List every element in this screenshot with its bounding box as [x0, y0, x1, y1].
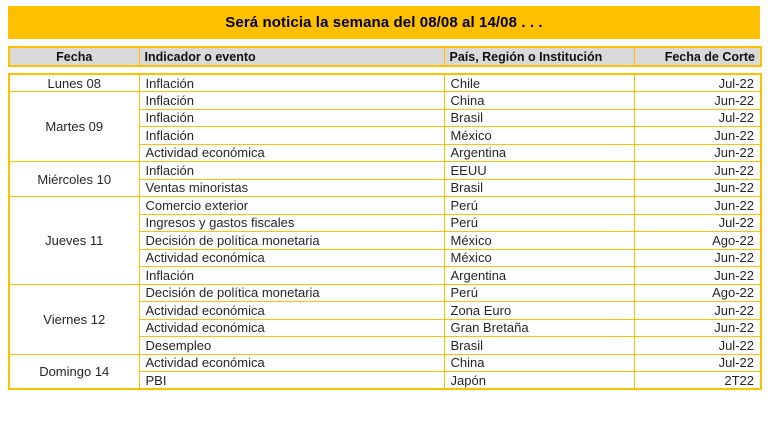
indicator-cell: Comercio exterior [139, 197, 444, 215]
indicator-cell: Inflación [139, 74, 444, 92]
cutoff-date-cell: Jun-22 [634, 92, 761, 110]
cutoff-date-cell: Jun-22 [634, 179, 761, 197]
country-cell: Argentina [444, 267, 634, 285]
country-cell: Gran Bretaña [444, 319, 634, 337]
table-row [9, 284, 761, 302]
cutoff-date-cell: Jun-22 [634, 127, 761, 145]
day-cell: Lunes 08 [9, 74, 139, 92]
cutoff-date-cell: 2T22 [634, 372, 761, 390]
day-cell: Martes 09 [9, 92, 139, 162]
country-cell: EEUU [444, 162, 634, 180]
country-cell: Brasil [444, 337, 634, 355]
cutoff-date-cell: Jun-22 [634, 162, 761, 180]
country-cell: Japón [444, 372, 634, 390]
country-cell: Argentina [444, 144, 634, 162]
column-header-corte: Fecha de Corte [634, 47, 761, 66]
cutoff-date-cell: Jun-22 [634, 267, 761, 285]
country-cell: Perú [444, 214, 634, 232]
cutoff-date-cell: Jul-22 [634, 214, 761, 232]
indicator-cell: Ingresos y gastos fiscales [139, 214, 444, 232]
indicator-cell: Inflación [139, 92, 444, 110]
country-cell: Brasil [444, 109, 634, 127]
indicator-cell: PBI [139, 372, 444, 390]
indicator-cell: Actividad económica [139, 302, 444, 320]
cutoff-date-cell: Jun-22 [634, 319, 761, 337]
indicator-cell: Ventas minoristas [139, 179, 444, 197]
day-cell: Jueves 11 [9, 197, 139, 285]
indicator-cell: Actividad económica [139, 144, 444, 162]
calendar-header-table [8, 46, 762, 67]
cutoff-date-cell: Jul-22 [634, 354, 761, 372]
country-cell: Zona Euro [444, 302, 634, 320]
title-bar [8, 6, 760, 39]
indicator-cell: Decisión de política monetaria [139, 284, 444, 302]
table-row [9, 74, 761, 92]
table-row [9, 354, 761, 372]
indicator-cell: Desempleo [139, 337, 444, 355]
indicator-cell: Inflación [139, 127, 444, 145]
country-cell: México [444, 232, 634, 250]
day-cell: Domingo 14 [9, 354, 139, 389]
indicator-cell: Decisión de política monetaria [139, 232, 444, 250]
indicator-cell: Actividad económica [139, 319, 444, 337]
cutoff-date-cell: Ago-22 [634, 284, 761, 302]
cutoff-date-cell: Ago-22 [634, 232, 761, 250]
table-row [9, 197, 761, 215]
cutoff-date-cell: Jul-22 [634, 337, 761, 355]
country-cell: Perú [444, 284, 634, 302]
country-cell: México [444, 249, 634, 267]
column-header-indicador: Indicador o evento [139, 47, 444, 66]
indicator-cell: Inflación [139, 162, 444, 180]
day-cell: Miércoles 10 [9, 162, 139, 197]
cutoff-date-cell: Jul-22 [634, 74, 761, 92]
cutoff-date-cell: Jul-22 [634, 109, 761, 127]
cutoff-date-cell: Jun-22 [634, 144, 761, 162]
country-cell: Chile [444, 74, 634, 92]
calendar-body-table [8, 73, 762, 390]
indicator-cell: Inflación [139, 109, 444, 127]
table-row [9, 92, 761, 110]
cutoff-date-cell: Jun-22 [634, 249, 761, 267]
indicator-cell: Actividad económica [139, 249, 444, 267]
country-cell: China [444, 354, 634, 372]
column-header-pais: País, Región o Institución [444, 47, 634, 66]
header-row [9, 47, 761, 66]
page-title: Será noticia la semana del 08/08 al 14/08 . . . [225, 14, 543, 31]
table-row [9, 162, 761, 180]
day-cell: Viernes 12 [9, 284, 139, 354]
schedule-body [9, 74, 761, 389]
cutoff-date-cell: Jun-22 [634, 302, 761, 320]
indicator-cell: Inflación [139, 267, 444, 285]
country-cell: China [444, 92, 634, 110]
country-cell: México [444, 127, 634, 145]
column-header-fecha: Fecha [9, 47, 139, 66]
country-cell: Perú [444, 197, 634, 215]
cutoff-date-cell: Jun-22 [634, 197, 761, 215]
country-cell: Brasil [444, 179, 634, 197]
indicator-cell: Actividad económica [139, 354, 444, 372]
